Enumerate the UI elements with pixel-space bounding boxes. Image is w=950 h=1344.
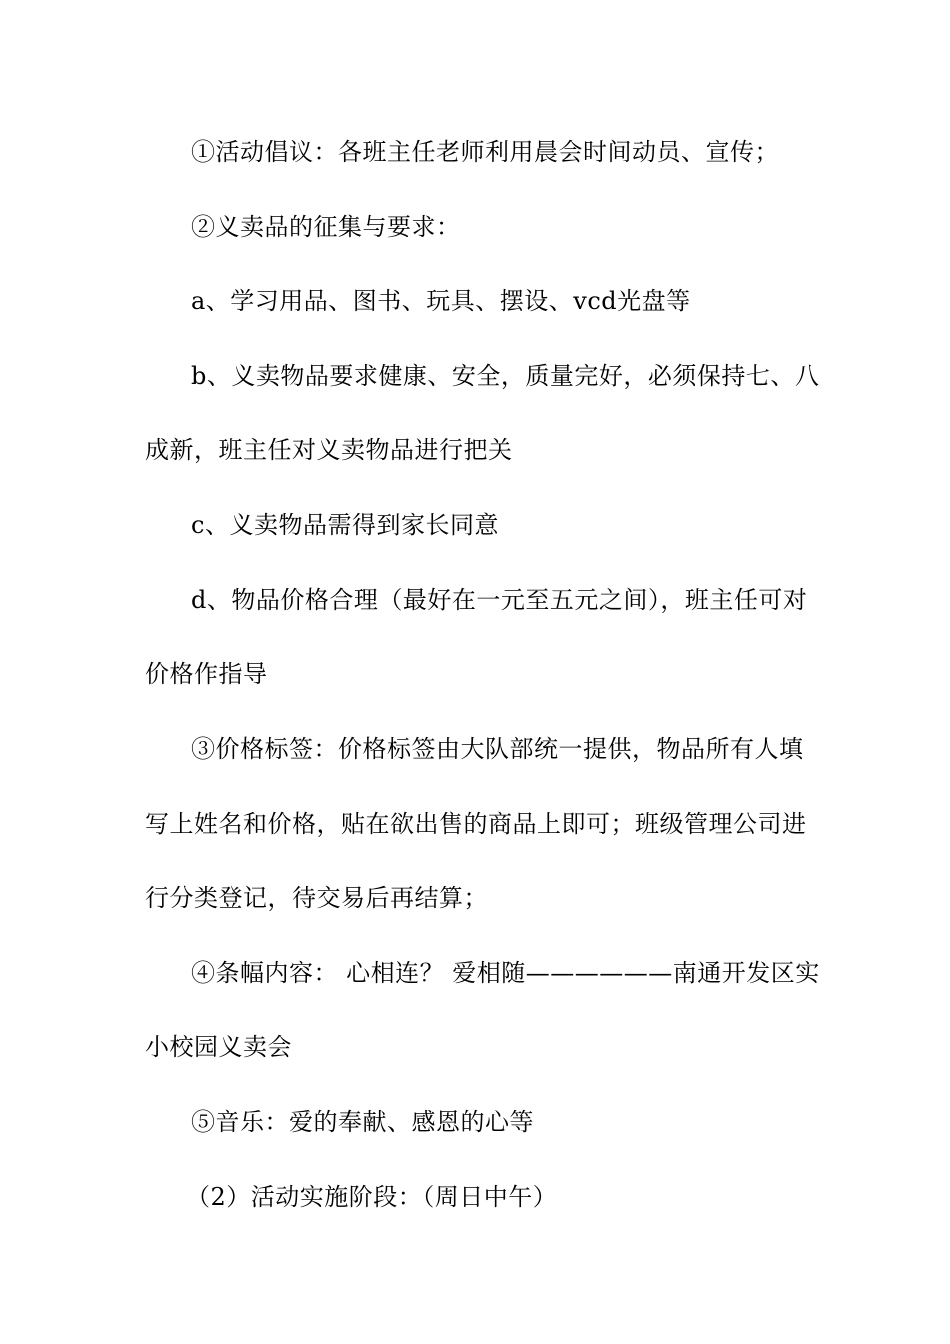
paragraph-banner-content: ④条幅内容： 心相连？ 爱相随——————南通开发区实	[191, 959, 820, 987]
paragraph-activity-proposal: ①活动倡议：各班主任老师利用晨会时间动员、宣传；	[191, 138, 779, 166]
paragraph-banner-content-continued: 小校园义卖会	[145, 1033, 292, 1061]
section-heading-implementation: （2）活动实施阶段：（周日中午）	[186, 1183, 558, 1211]
list-item-d: d、物品价格合理（最好在一元至五元之间），班主任可对	[191, 586, 808, 614]
paragraph-price-tags-continued-2: 行分类登记，待交易后再结算；	[145, 884, 488, 912]
list-item-a: a、学习用品、图书、玩具、摆设、vcd光盘等	[191, 287, 691, 315]
list-item-b-continued: 成新，班主任对义卖物品进行把关	[145, 436, 513, 464]
list-item-b: b、义卖物品要求健康、安全，质量完好，必须保持七、八	[191, 362, 820, 390]
list-item-c: c、义卖物品需得到家长同意	[191, 511, 499, 539]
paragraph-price-tags-continued-1: 写上姓名和价格，贴在欲出售的商品上即可；班级管理公司进	[145, 810, 807, 838]
list-item-d-continued: 价格作指导	[145, 660, 268, 688]
paragraph-price-tags: ③价格标签：价格标签由大队部统一提供，物品所有人填	[191, 735, 804, 763]
paragraph-music: ⑤音乐：爱的奉献、感恩的心等	[191, 1108, 534, 1136]
paragraph-collection-requirements: ②义卖品的征集与要求：	[191, 213, 461, 241]
